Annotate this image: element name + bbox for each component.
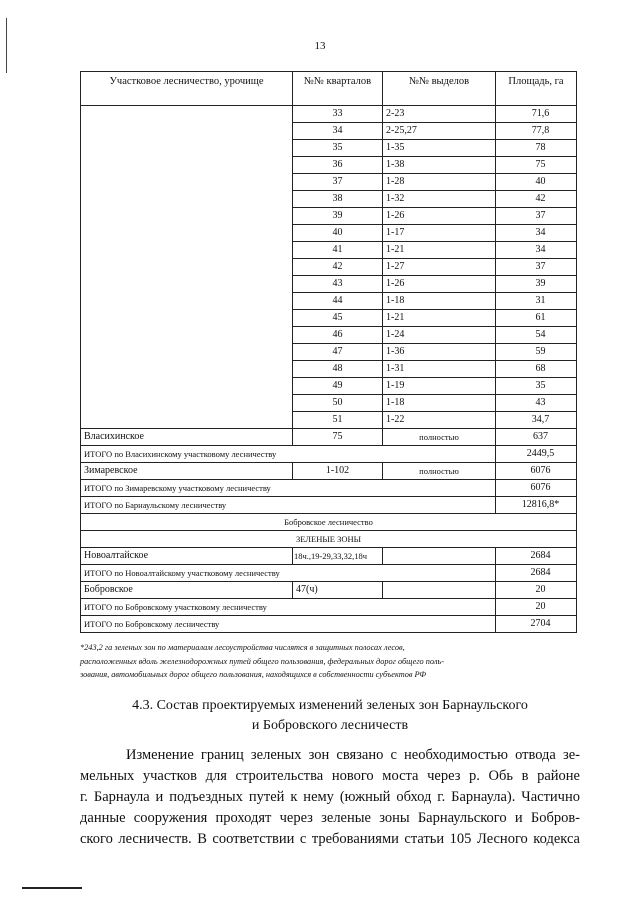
forestry-cell: Зимаревское [81, 463, 293, 480]
plots-cell: 2-23 [383, 106, 496, 123]
area-cell: 37 [496, 259, 577, 276]
plots-cell: 1-21 [383, 242, 496, 259]
paragraph-line: г. Барнаула и подъездных путей к нему (южный обход г. Барнаула). Частично [80, 789, 580, 805]
quarters-cell: 49 [293, 378, 383, 395]
header-quarters: №№ кварталов [293, 72, 383, 106]
paragraph-line: данные сооружения проходят через зеленые зоны Барнаульского и Бобров- [80, 810, 580, 826]
paragraph-line: ского лесничеств. В соответствии с требованиями статьи 105 Лесного кодекса [80, 831, 580, 847]
plots-cell: 1-19 [383, 378, 496, 395]
area-cell: 59 [496, 344, 577, 361]
plots-cell: 1-32 [383, 191, 496, 208]
total-label: ИТОГО по Бобровскому лесничеству [81, 616, 496, 633]
quarters-cell: 50 [293, 395, 383, 412]
total-row [81, 480, 577, 497]
quarters-cell: 1-102 [293, 463, 383, 480]
area-cell: 42 [496, 191, 577, 208]
section-row [81, 531, 577, 548]
total-row [81, 497, 577, 514]
total-label: ИТОГО по Власихинскому участковому лесничеству [81, 446, 496, 463]
table-row [81, 463, 577, 480]
plots-cell: 1-24 [383, 327, 496, 344]
quarters-cell: 40 [293, 225, 383, 242]
table-row [81, 548, 577, 565]
quarters-cell: 47(ч) [293, 582, 383, 599]
total-label: ИТОГО по Барнаульскому лесничеству [81, 497, 496, 514]
area-cell: 39 [496, 276, 577, 293]
section-heading-line: 4.3. Состав проектируемых изменений зеленых зон Барнаульского [132, 698, 528, 713]
quarters-cell: 35 [293, 140, 383, 157]
total-value: 2704 [496, 616, 577, 633]
plots-cell: 1-17 [383, 225, 496, 242]
quarters-cell: 51 [293, 412, 383, 429]
plots-cell: 1-21 [383, 310, 496, 327]
section-label: Бобровское лесничество [81, 514, 577, 531]
plots-cell: 1-36 [383, 344, 496, 361]
area-cell: 34,7 [496, 412, 577, 429]
plots-cell: 1-38 [383, 157, 496, 174]
area-cell: 35 [496, 378, 577, 395]
area-cell: 77,8 [496, 123, 577, 140]
total-row [81, 565, 577, 582]
quarters-cell: 34 [293, 123, 383, 140]
quarters-cell: 18ч.,19-29,33,32,18ч [293, 548, 383, 565]
quarters-cell: 46 [293, 327, 383, 344]
forestry-cell [81, 106, 293, 429]
table-row [81, 582, 577, 599]
area-cell: 34 [496, 225, 577, 242]
quarters-cell: 36 [293, 157, 383, 174]
plots-cell [383, 582, 496, 599]
forestry-cell: Новоалтайское [81, 548, 293, 565]
footnote-line: зования, автомобильных дорог общего пользования, находящихся в собственности субъектов РФ [80, 670, 427, 679]
total-value: 12816,8* [496, 497, 577, 514]
plots-cell: 1-26 [383, 208, 496, 225]
area-cell: 2684 [496, 548, 577, 565]
footnote-line: расположенных вдоль железнодорожных путей общего пользования, федеральных дорог общего поль- [80, 656, 445, 666]
section-heading [80, 696, 580, 736]
area-cell: 61 [496, 310, 577, 327]
area-cell: 54 [496, 327, 577, 344]
total-value: 20 [496, 599, 577, 616]
section-label: ЗЕЛЕНЫЕ ЗОНЫ [81, 531, 577, 548]
plots-cell: 1-27 [383, 259, 496, 276]
plots-cell: 1-26 [383, 276, 496, 293]
area-cell: 68 [496, 361, 577, 378]
quarters-cell: 42 [293, 259, 383, 276]
quarters-cell: 75 [293, 429, 383, 446]
table-row [81, 429, 577, 446]
table-footnote [80, 641, 580, 682]
plots-cell: 1-31 [383, 361, 496, 378]
header-plots: №№ выделов [383, 72, 496, 106]
section-row [81, 514, 577, 531]
area-cell: 637 [496, 429, 577, 446]
area-cell: 40 [496, 174, 577, 191]
quarters-cell: 38 [293, 191, 383, 208]
area-cell: 43 [496, 395, 577, 412]
quarters-cell: 33 [293, 106, 383, 123]
total-row [81, 599, 577, 616]
paragraph-line: мельных участков для строительства нового моста через р. Обь в районе [80, 768, 580, 784]
table-header-row [81, 72, 577, 106]
plots-cell: 1-22 [383, 412, 496, 429]
plots-cell: 1-18 [383, 395, 496, 412]
total-label: ИТОГО по Зимаревскому участковому лесничеству [81, 480, 496, 497]
table-row [81, 106, 577, 123]
plots-cell [383, 548, 496, 565]
header-forestry: Участковое лесничество, урочище [81, 72, 293, 106]
quarters-cell: 37 [293, 174, 383, 191]
section-heading-line: и Бобровского лесничеств [251, 718, 409, 733]
quarters-cell: 39 [293, 208, 383, 225]
area-cell: 71,6 [496, 106, 577, 123]
area-cell: 37 [496, 208, 577, 225]
footnote-line: *243,2 га зеленых зон по материалам лесоустройства числятся в защитных полосах лесов, [80, 643, 405, 652]
quarters-cell: 44 [293, 293, 383, 310]
forestry-cell: Власихинское [81, 429, 293, 446]
plots-cell: 1-35 [383, 140, 496, 157]
paragraph-line: Изменение границ зеленых зон связано с необходимостью отвода зе- [126, 747, 580, 763]
area-cell: 20 [496, 582, 577, 599]
forestry-cell: Бобровское [81, 582, 293, 599]
area-cell: 78 [496, 140, 577, 157]
total-label: ИТОГО по Новоалтайскому участковому лесничеству [81, 565, 496, 582]
header-area: Площадь, га [496, 72, 577, 106]
quarters-cell: 41 [293, 242, 383, 259]
area-cell: 34 [496, 242, 577, 259]
quarters-cell: 45 [293, 310, 383, 327]
quarters-cell: 47 [293, 344, 383, 361]
total-value: 2449,5 [496, 446, 577, 463]
plots-cell: полностью [383, 463, 496, 480]
total-label: ИТОГО по Бобровскому участковому лесничеству [81, 599, 496, 616]
quarters-cell: 48 [293, 361, 383, 378]
quarters-cell: 43 [293, 276, 383, 293]
plots-cell: полностью [383, 429, 496, 446]
plots-cell: 1-18 [383, 293, 496, 310]
green-zones-table [80, 71, 577, 633]
plots-cell: 1-28 [383, 174, 496, 191]
area-cell: 6076 [496, 463, 577, 480]
total-value: 2684 [496, 565, 577, 582]
body-paragraph [80, 745, 580, 850]
area-cell: 75 [496, 157, 577, 174]
total-row [81, 616, 577, 633]
area-cell: 31 [496, 293, 577, 310]
page-number: 13 [314, 40, 326, 52]
plots-cell: 2-25,27 [383, 123, 496, 140]
total-value: 6076 [496, 480, 577, 497]
total-row [81, 446, 577, 463]
bottom-rule [22, 887, 82, 889]
